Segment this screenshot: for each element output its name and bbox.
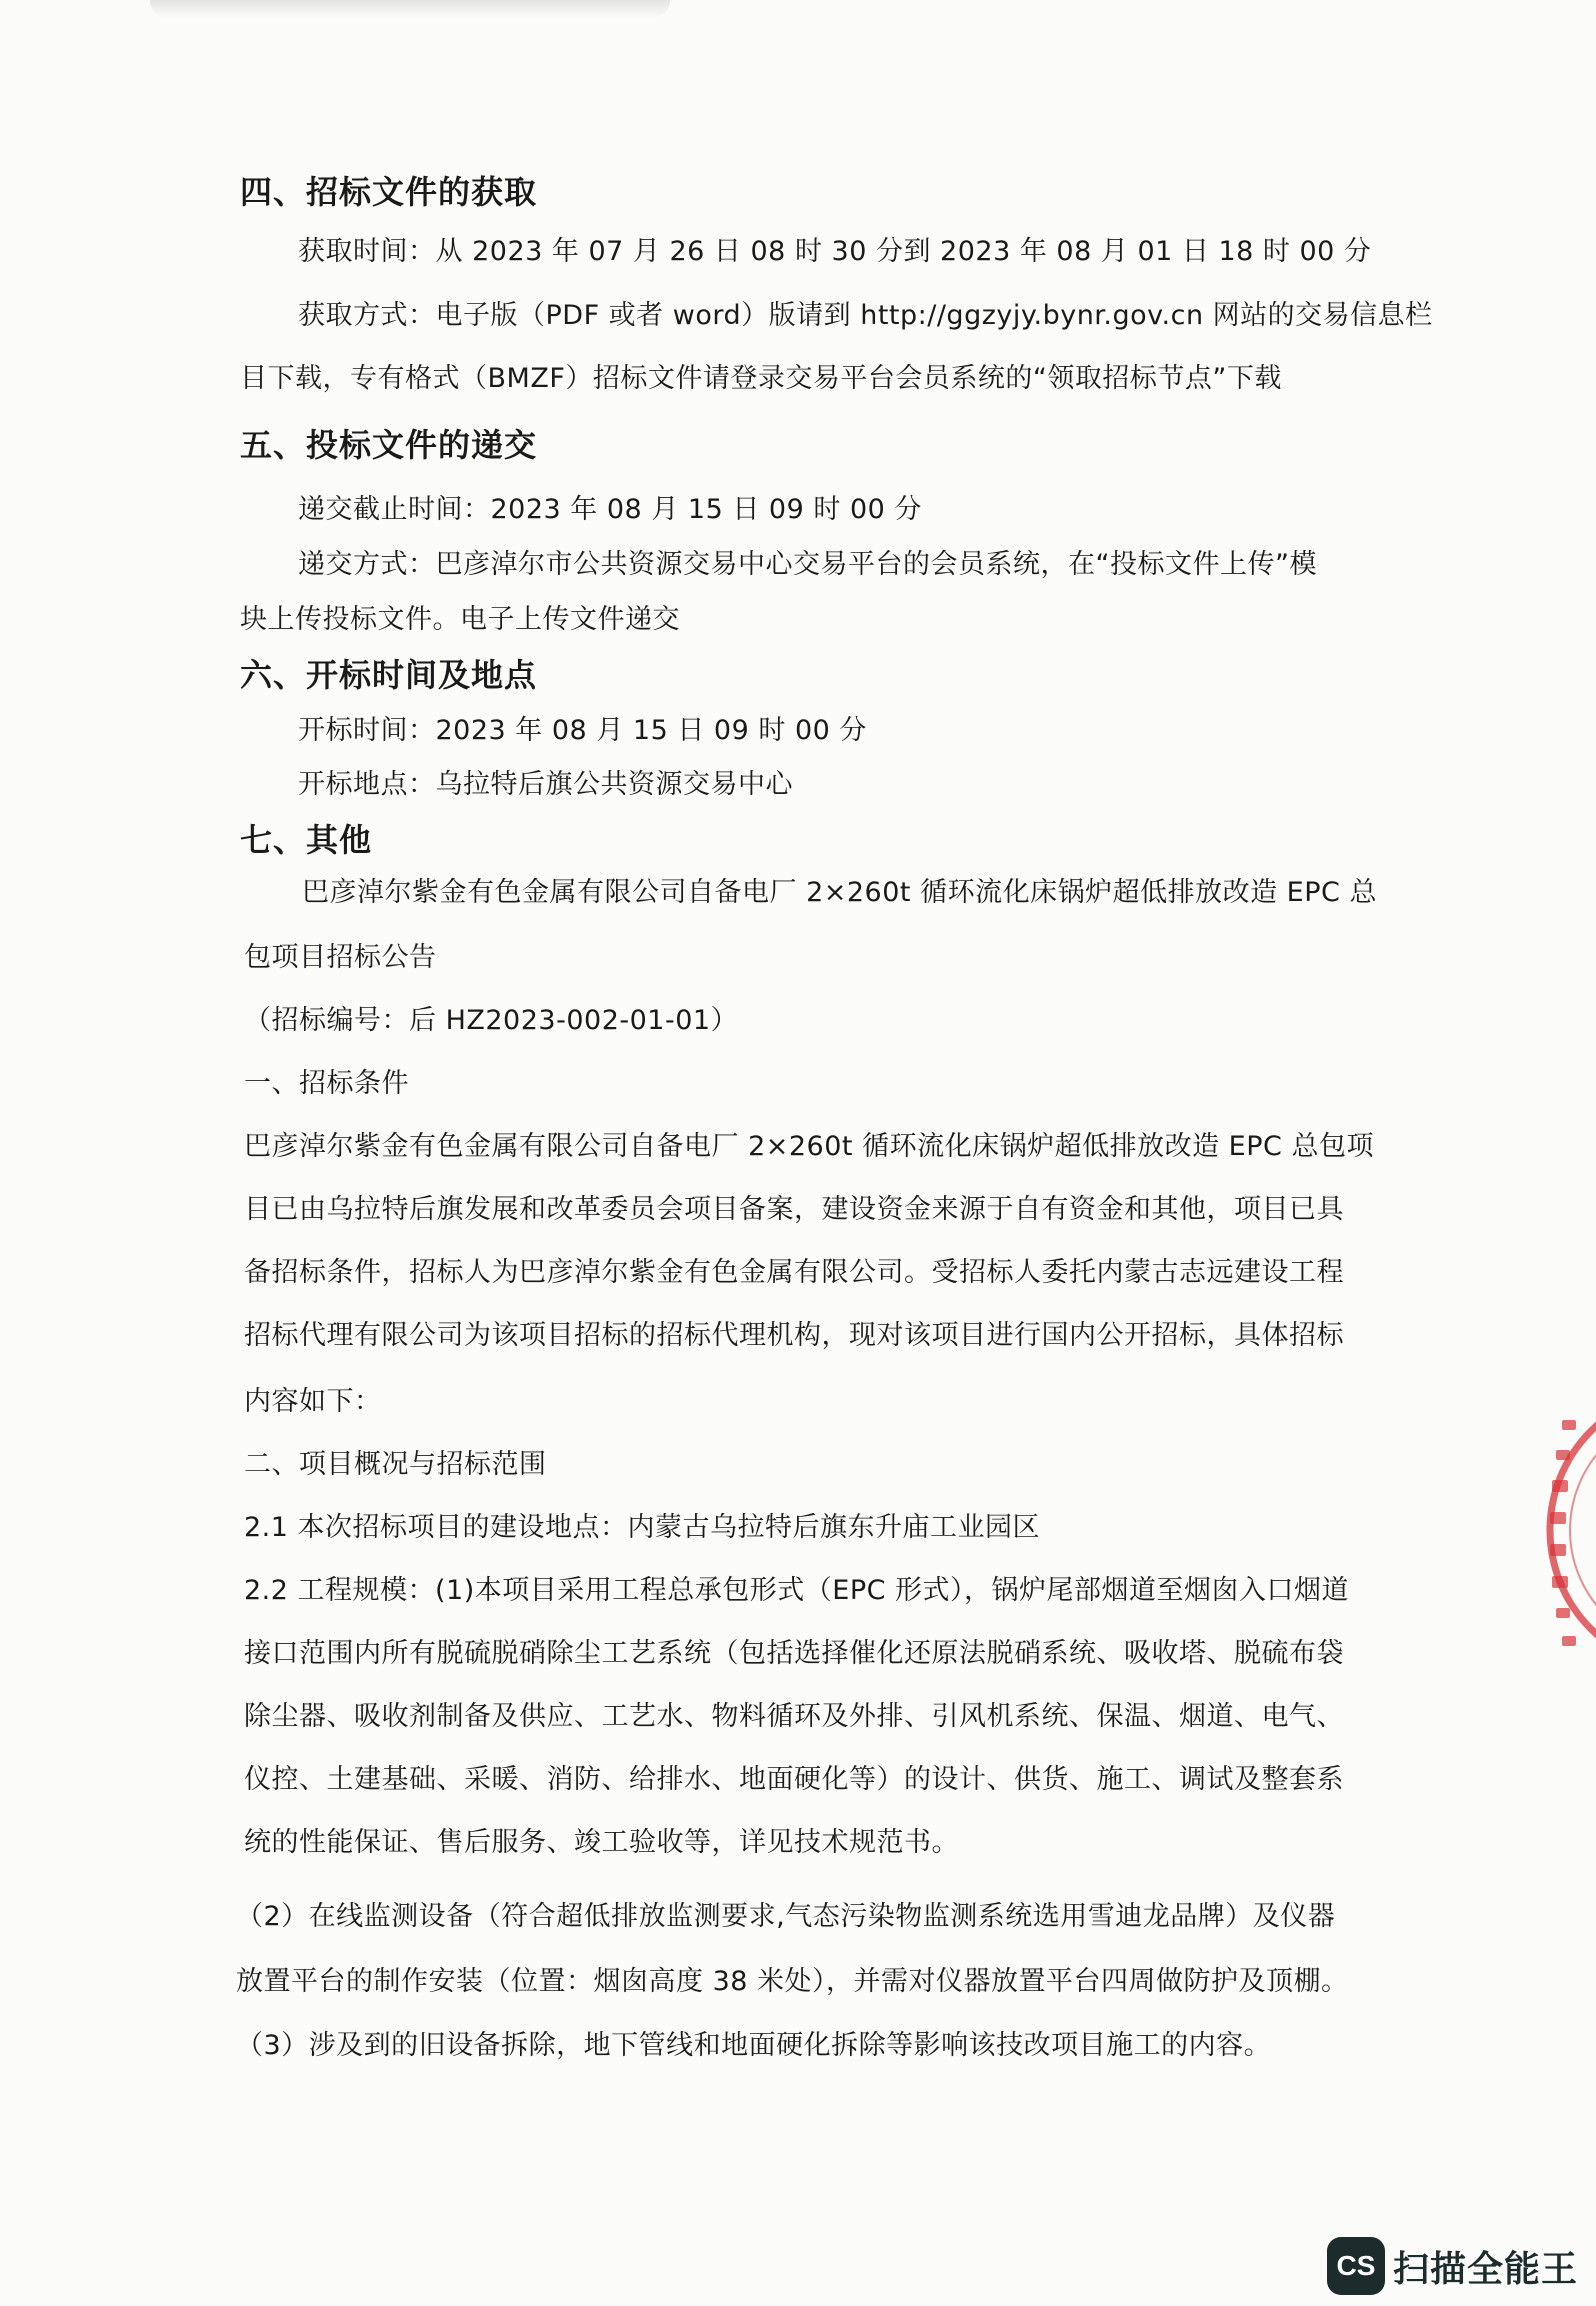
camscanner-logo-icon: CS (1327, 2237, 1385, 2295)
submit-method-line: 递交方式：巴彦淖尔市公共资源交易中心交易平台的会员系统，在“投标文件上传”模 (298, 549, 1317, 580)
scale-line-2: 接口范围内所有脱硫脱硝除尘工艺系统（包括选择催化还原法脱硝系统、吸收塔、脱硫布袋 (244, 1638, 1344, 1669)
opening-time-line: 开标时间：2023 年 08 月 15 日 09 时 00 分 (298, 715, 867, 746)
watermark-text: 扫描全能王 (1392, 2248, 1578, 2290)
subheading-conditions: 一、招标条件 (244, 1068, 409, 1099)
subheading-scope: 二、项目概况与招标范围 (244, 1449, 547, 1480)
scan-artifact (150, 0, 670, 18)
tender-number-line: （招标编号：后 HZ2023-002-01-01） (244, 1005, 739, 1036)
obtain-method-line: 获取方式：电子版（PDF 或者 word）版请到 http://ggzyjy.bynr.gov.cn 网站的交易信息栏 (298, 300, 1433, 331)
section-heading-opening: 六、开标时间及地点 (240, 656, 538, 694)
location-line: 2.1 本次招标项目的建设地点：内蒙古乌拉特后旗东升庙工业园区 (244, 1512, 1041, 1543)
conditions-paragraph-line-5: 内容如下： (244, 1386, 382, 1417)
opening-place-line: 开标地点：乌拉特后旗公共资源交易中心 (298, 769, 793, 800)
scale-line-1: 2.2 工程规模：(1)本项目采用工程总承包形式（EPC 形式），锅炉尾部烟道至烟囱入口烟道 (244, 1575, 1350, 1606)
monitoring-line-1: （2）在线监测设备（符合超低排放监测要求,气态污染物监测系统选用雪迪龙品牌）及仪器 (236, 1901, 1336, 1932)
conditions-paragraph-line-3: 备招标条件，招标人为巴彦淖尔紫金有色金属有限公司。受招标人委托内蒙古志远建设工程 (244, 1257, 1344, 1288)
conditions-paragraph-line-4: 招标代理有限公司为该项目招标的招标代理机构，现对该项目进行国内公开招标，具体招标 (244, 1320, 1344, 1351)
scale-line-5: 统的性能保证、售后服务、竣工验收等，详见技术规范书。 (244, 1827, 959, 1858)
submit-method-line-cont: 块上传投标文件。电子上传文件递交 (240, 604, 680, 635)
submit-deadline-line: 递交截止时间：2023 年 08 月 15 日 09 时 00 分 (298, 494, 922, 525)
notice-title-line: 巴彦淖尔紫金有色金属有限公司自备电厂 2×260t 循环流化床锅炉超低排放改造 EPC 总 (302, 877, 1377, 908)
obtain-time-line: 获取时间：从 2023 年 07 月 26 日 08 时 30 分到 2023 年 08 月 01 日 18 时 00 分 (298, 236, 1372, 267)
company-seal-stamp (1540, 1360, 1596, 1700)
conditions-paragraph-line-2: 目已由乌拉特后旗发展和改革委员会项目备案，建设资金来源于自有资金和其他，项目已具 (244, 1194, 1344, 1225)
conditions-paragraph-line-1: 巴彦淖尔紫金有色金属有限公司自备电厂 2×260t 循环流化床锅炉超低排放改造 EPC 总包项 (244, 1131, 1374, 1162)
obtain-method-line-cont: 目下载，专有格式（BMZF）招标文件请登录交易平台会员系统的“领取招标节点”下载 (240, 363, 1282, 394)
notice-title-line-cont: 包项目招标公告 (244, 942, 437, 973)
monitoring-line-2: 放置平台的制作安装（位置：烟囱高度 38 米处），并需对仪器放置平台四周做防护及顶棚。 (236, 1966, 1349, 1997)
section-heading-obtain-documents: 四、招标文件的获取 (240, 173, 538, 211)
section-heading-submit-bid: 五、投标文件的递交 (240, 426, 538, 464)
demolition-line: （3）涉及到的旧设备拆除，地下管线和地面硬化拆除等影响该技改项目施工的内容。 (236, 2030, 1272, 2061)
section-heading-other: 七、其他 (240, 821, 373, 859)
scale-line-4: 仪控、土建基础、采暖、消防、给排水、地面硬化等）的设计、供货、施工、调试及整套系 (244, 1764, 1344, 1795)
scanner-watermark (1327, 2234, 1578, 2298)
scale-line-3: 除尘器、吸收剂制备及供应、工艺水、物料循环及外排、引风机系统、保温、烟道、电气、 (244, 1701, 1344, 1732)
